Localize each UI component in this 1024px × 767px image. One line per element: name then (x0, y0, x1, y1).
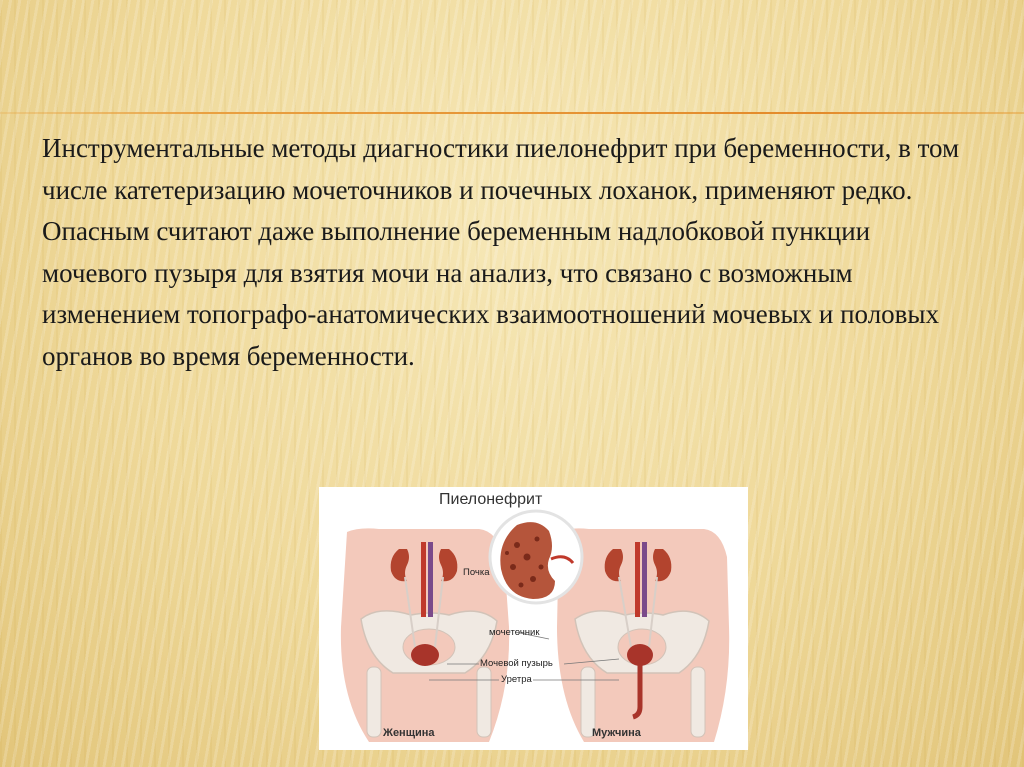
female-bladder (411, 644, 439, 666)
label-kidney: Почка (463, 567, 490, 578)
male-bladder (627, 644, 653, 666)
female-left-femur (367, 667, 381, 737)
male-right-femur (691, 667, 705, 737)
label-ureter: мочеточник (489, 627, 540, 638)
label-bladder: Мочевой пузырь (480, 658, 553, 669)
slide-paragraph: Инструментальные методы диагностики пиелонефрит при беременности, в том числе катетеризацию мочеточников и почечных лоханок, применяют редко. Опасным считают даже выполнение беременным надлобковой пункции мочевого пузыря для взятия мочи на анализ, что связано с возможным изменением топографо-анатомических взаимоотношений мочевых и половых органов во время беременности. (42, 133, 960, 371)
female-aorta (421, 542, 426, 617)
accent-divider-line (0, 112, 1024, 114)
female-vena-cava (428, 542, 433, 617)
male-aorta (635, 542, 640, 617)
male-vena-cava (642, 542, 647, 617)
caption-man: Мужчина (592, 727, 641, 739)
caption-woman: Женщина (383, 727, 435, 739)
female-right-femur (477, 667, 491, 737)
figure-title: Пиелонефрит (439, 491, 543, 508)
pyelonephritis-illustration (319, 487, 748, 750)
label-urethra: Уретра (501, 674, 532, 685)
anatomy-drawing (319, 487, 748, 750)
